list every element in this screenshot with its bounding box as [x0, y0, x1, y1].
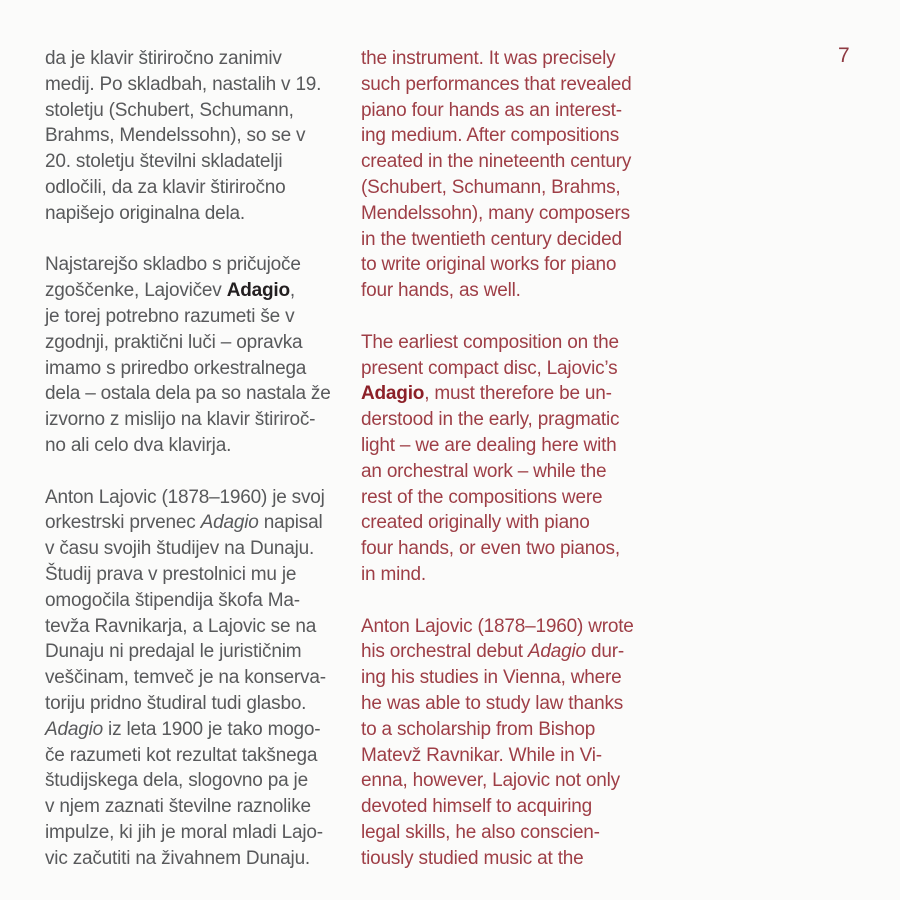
text-run: Brahms, Mendelssohn), so se v: [45, 125, 306, 147]
text-run: in mind.: [361, 563, 426, 585]
text-run: v času svojih študijev na Dunaju.: [45, 538, 315, 560]
text-run: Študij prava v prestolnici mu je: [45, 563, 297, 585]
text-line: [361, 123, 661, 149]
text-line: [361, 433, 661, 459]
text-run: zgoščenke, Lajovičev: [45, 280, 227, 302]
paragraph: [361, 614, 661, 872]
text-run: his orchestral debut: [361, 641, 528, 663]
text-line: [45, 485, 350, 511]
text-line: [361, 717, 661, 743]
text-run: created in the nineteenth century: [361, 151, 632, 173]
text-run: da je klavir štiriročno zanimiv: [45, 48, 282, 69]
text-run: ing his studies in Vienna, where: [361, 667, 622, 689]
text-line: [361, 175, 661, 201]
text-line: [45, 536, 350, 562]
text-run: orkestrski prvenec: [45, 512, 201, 534]
emphasized-text: Adagio: [361, 383, 425, 405]
text-run: ,: [289, 280, 295, 302]
text-line: [361, 614, 661, 640]
text-run: 20. stoletju številni skladatelji: [45, 151, 283, 173]
paragraph: [45, 252, 350, 458]
text-run: Najstarejšo skladbo s pričujoče: [45, 254, 301, 276]
text-line: [45, 717, 350, 743]
text-run: vic začutiti na živahnem Dunaju.: [45, 847, 311, 869]
text-run: v njem zaznati številne raznolike: [45, 796, 311, 818]
text-line: [361, 459, 661, 485]
text-line: [45, 768, 350, 794]
slovenian-column: [45, 46, 350, 872]
text-line: [45, 381, 350, 407]
text-line: [45, 588, 350, 614]
text-run: tiously studied music at the: [361, 847, 584, 869]
emphasized-text: Adagio: [527, 641, 586, 663]
text-run: piano four hands as an interest-: [361, 99, 622, 121]
text-line: [45, 278, 350, 304]
text-line: [361, 536, 661, 562]
text-line: [45, 794, 350, 820]
text-run: present compact disc, Lajovic’s: [361, 357, 618, 379]
text-line: [45, 614, 350, 640]
text-run: no ali celo dva klavirja.: [45, 434, 232, 456]
text-run: Dunaju ni predajal le jurističnim: [45, 641, 302, 663]
text-run: če razumeti kot rezultat takšnega: [45, 744, 318, 766]
text-run: in the twentieth century decided: [361, 228, 622, 250]
text-line: [45, 175, 350, 201]
text-run: dela – ostala dela pa so nastala že: [45, 383, 331, 405]
text-line: [45, 356, 350, 382]
text-run: to write original works for piano: [361, 254, 617, 276]
text-run: The earliest composition on the: [361, 331, 619, 353]
text-line: [45, 407, 350, 433]
english-column: [361, 46, 661, 872]
text-run: izvorno z mislijo na klavir štiriroč-: [45, 409, 316, 431]
text-run: derstood in the early, pragmatic: [361, 409, 620, 431]
text-run: the instrument. It was precisely: [361, 48, 616, 69]
text-line: [45, 330, 350, 356]
emphasized-text: Adagio: [45, 718, 103, 740]
text-line: [45, 149, 350, 175]
text-line: [361, 227, 661, 253]
text-run: iz leta 1900 je tako mogo-: [102, 718, 321, 740]
text-line: [45, 820, 350, 846]
text-line: [361, 691, 661, 717]
text-run: imamo s priredbo orkestralnega: [45, 357, 307, 379]
text-run: legal skills, he also conscien-: [361, 821, 600, 843]
paragraph: [45, 46, 350, 227]
text-line: [45, 304, 350, 330]
text-run: created originally with piano: [361, 512, 590, 534]
text-line: [361, 846, 661, 872]
text-run: dur-: [585, 641, 624, 663]
text-run: such performances that revealed: [361, 73, 632, 95]
text-run: toriju pridno študiral tudi glasbo.: [45, 692, 307, 714]
text-run: impulze, ki jih je moral mladi Lajo-: [45, 821, 323, 843]
text-line: [45, 98, 350, 124]
text-run: an orchestral work – while the: [361, 460, 607, 482]
text-line: [361, 149, 661, 175]
text-run: (Schubert, Schumann, Brahms,: [361, 176, 621, 198]
text-run: , must therefore be un-: [424, 383, 612, 405]
text-line: [361, 562, 661, 588]
text-line: [361, 201, 661, 227]
text-run: to a scholarship from Bishop: [361, 718, 596, 740]
paragraph: [45, 485, 350, 872]
text-run: Matevž Ravnikar. While in Vi-: [361, 744, 602, 766]
text-line: [361, 278, 661, 304]
text-run: tevža Ravnikarja, a Lajovic se na: [45, 615, 317, 637]
emphasized-text: Adagio: [226, 280, 290, 302]
text-run: veščinam, temveč je na konserva-: [45, 667, 326, 689]
text-line: [45, 846, 350, 872]
text-line: [45, 433, 350, 459]
text-line: [361, 46, 661, 72]
text-line: [45, 743, 350, 769]
text-run: je torej potrebno razumeti še v: [45, 305, 295, 327]
text-line: [361, 639, 661, 665]
text-run: ing medium. After compositions: [361, 125, 620, 147]
text-line: [45, 562, 350, 588]
text-run: medij. Po skladbah, nastalih v 19.: [45, 73, 322, 95]
text-line: [361, 72, 661, 98]
text-run: Mendelssohn), many composers: [361, 202, 630, 224]
text-line: [361, 407, 661, 433]
page-number: 7: [838, 44, 850, 67]
text-line: [361, 794, 661, 820]
text-line: [361, 381, 661, 407]
text-line: [45, 510, 350, 536]
text-line: [361, 485, 661, 511]
text-line: [361, 510, 661, 536]
text-line: [45, 252, 350, 278]
text-run: four hands, as well.: [361, 280, 521, 302]
text-line: [361, 768, 661, 794]
text-run: Anton Lajovic (1878–1960) je svoj: [45, 486, 325, 508]
emphasized-text: Adagio: [200, 512, 259, 534]
text-line: [45, 665, 350, 691]
text-run: devoted himself to acquiring: [361, 796, 592, 818]
text-run: omogočila štipendija škofa Ma-: [45, 589, 300, 611]
text-run: Anton Lajovic (1878–1960) wrote: [361, 615, 634, 637]
text-run: napisal: [258, 512, 323, 534]
text-run: napišejo originalna dela.: [45, 202, 245, 224]
text-line: [361, 665, 661, 691]
text-run: študijskega dela, slogovno pa je: [45, 770, 308, 792]
text-run: he was able to study law thanks: [361, 692, 624, 714]
text-line: [361, 743, 661, 769]
text-line: [361, 820, 661, 846]
paragraph: [361, 46, 661, 304]
text-line: [45, 72, 350, 98]
text-line: [361, 98, 661, 124]
text-line: [361, 330, 661, 356]
text-line: [45, 691, 350, 717]
text-line: [361, 356, 661, 382]
text-line: [45, 201, 350, 227]
text-run: rest of the compositions were: [361, 486, 603, 508]
text-line: [45, 639, 350, 665]
text-run: odločili, da za klavir štiriročno: [45, 176, 286, 198]
text-run: four hands, or even two pianos,: [361, 538, 620, 560]
text-run: enna, however, Lajovic not only: [361, 770, 620, 792]
paragraph: [361, 330, 661, 588]
text-run: stoletju (Schubert, Schumann,: [45, 99, 294, 121]
text-line: [45, 46, 350, 72]
text-run: light – we are dealing here with: [361, 434, 617, 456]
text-run: zgodnji, praktični luči – opravka: [45, 331, 303, 353]
text-line: [361, 252, 661, 278]
text-line: [45, 123, 350, 149]
